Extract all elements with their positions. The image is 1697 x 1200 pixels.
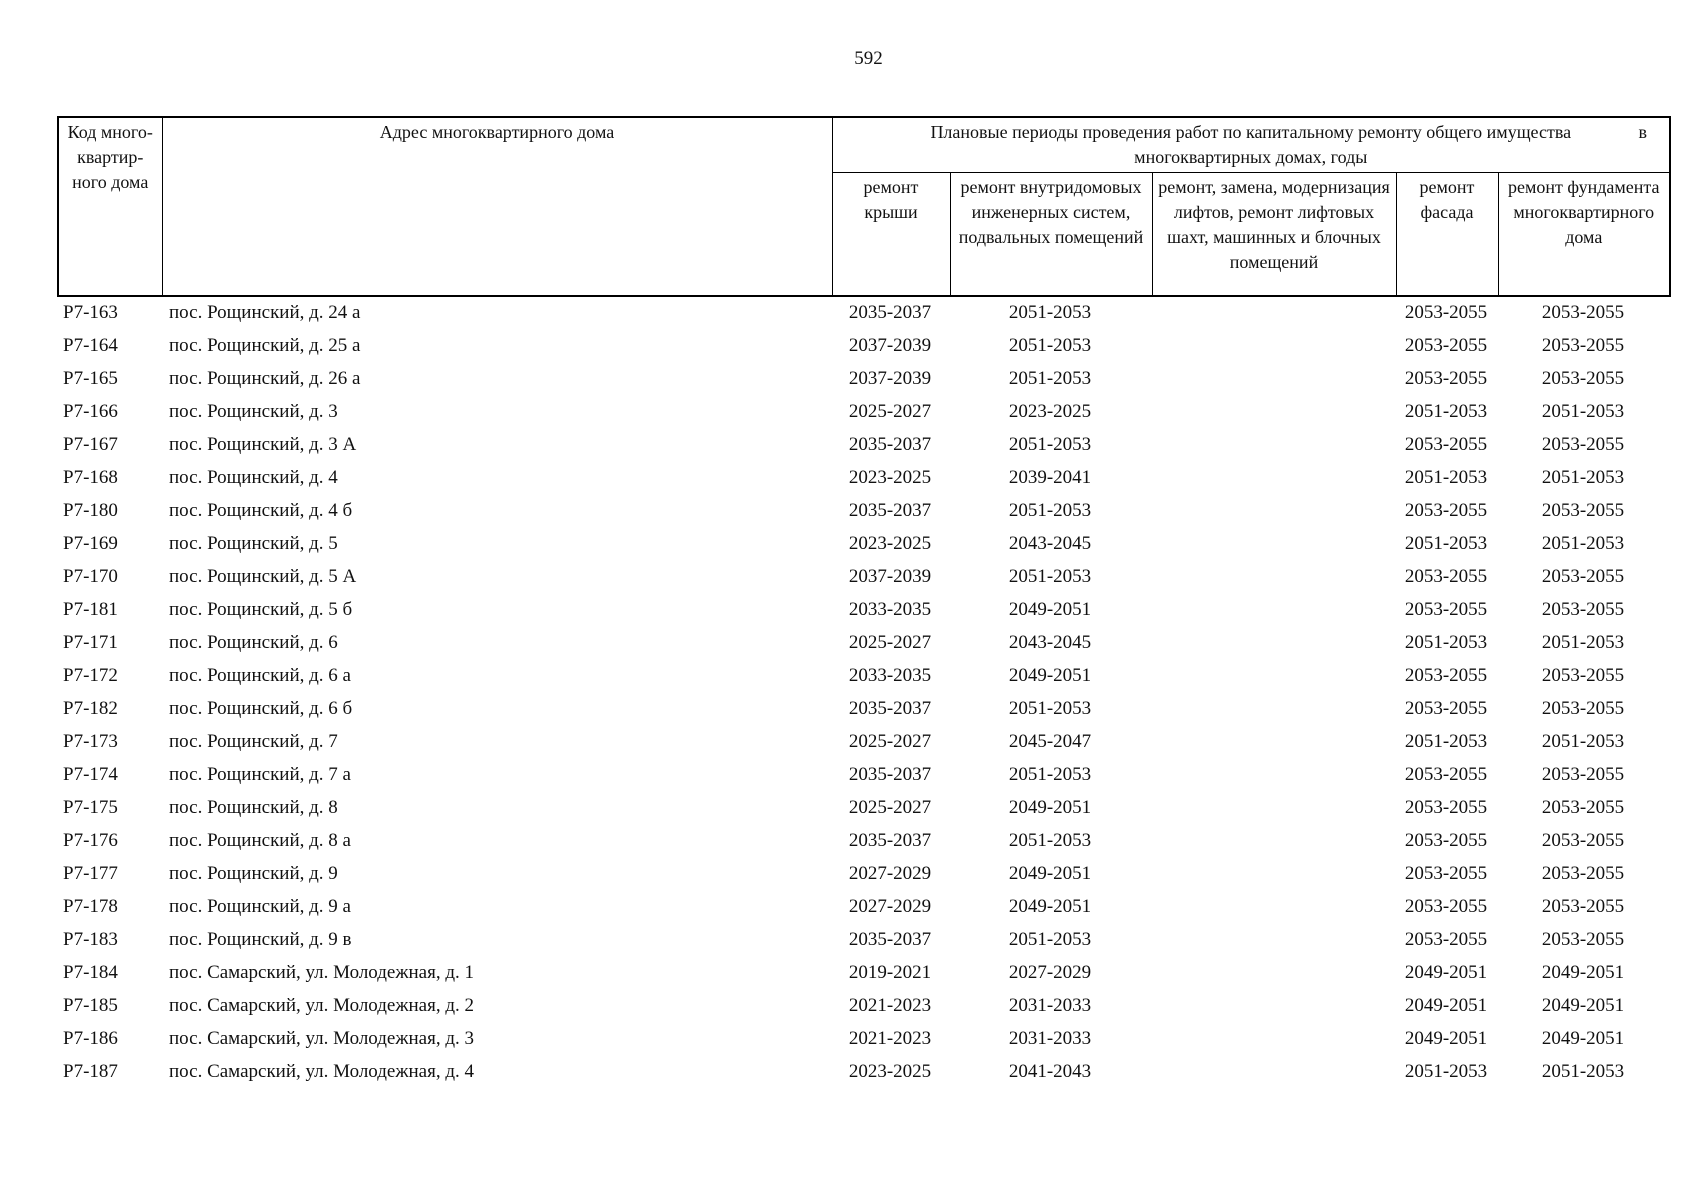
cell-foundation: 2053-2055 <box>1541 928 1625 950</box>
cell-lifts <box>1151 824 1395 857</box>
cell-code: Р7-176 <box>63 829 118 851</box>
cell-address: пос. Рощинский, д. 6 а <box>169 664 351 686</box>
cell-lifts <box>1151 857 1395 890</box>
cell-address: пос. Рощинский, д. 26 а <box>169 367 361 389</box>
cell-roof: 2037-2039 <box>848 334 932 356</box>
cell-facade: 2053-2055 <box>1404 862 1488 884</box>
cell-code: Р7-167 <box>63 433 118 455</box>
cell-code: Р7-171 <box>63 631 118 653</box>
cell-address: пос. Рощинский, д. 4 <box>169 466 338 488</box>
cell-address: пос. Рощинский, д. 7 а <box>169 763 351 785</box>
cell-roof: 2027-2029 <box>848 895 932 917</box>
cell-foundation: 2053-2055 <box>1541 367 1625 389</box>
cell-facade: 2051-2053 <box>1404 730 1488 752</box>
cell-code: Р7-185 <box>63 994 118 1016</box>
cell-roof: 2025-2027 <box>848 796 932 818</box>
table-row <box>57 725 1669 758</box>
table-row <box>57 659 1669 692</box>
cell-systems: 2051-2053 <box>1008 928 1092 950</box>
table-row <box>57 956 1669 989</box>
cell-facade: 2053-2055 <box>1404 334 1488 356</box>
table-row <box>57 989 1669 1022</box>
cell-roof: 2027-2029 <box>848 862 932 884</box>
cell-address: пос. Рощинский, д. 5 <box>169 532 338 554</box>
cell-lifts <box>1151 428 1395 461</box>
table-row <box>57 791 1669 824</box>
table-row <box>57 560 1669 593</box>
table-row <box>57 857 1669 890</box>
cell-roof: 2021-2023 <box>848 1027 932 1049</box>
cell-facade: 2049-2051 <box>1404 1027 1488 1049</box>
cell-foundation: 2053-2055 <box>1541 499 1625 521</box>
cell-roof: 2019-2021 <box>848 961 932 983</box>
cell-roof: 2035-2037 <box>848 301 932 323</box>
cell-address: пос. Рощинский, д. 5 А <box>169 565 357 587</box>
cell-address: пос. Рощинский, д. 9 в <box>169 928 352 950</box>
cell-systems: 2051-2053 <box>1008 829 1092 851</box>
cell-address: пос. Рощинский, д. 3 А <box>169 433 357 455</box>
cell-roof: 2033-2035 <box>848 598 932 620</box>
cell-lifts <box>1151 461 1395 494</box>
cell-systems: 2045-2047 <box>1008 730 1092 752</box>
cell-systems: 2049-2051 <box>1008 664 1092 686</box>
cell-address: пос. Рощинский, д. 9 <box>169 862 338 884</box>
cell-systems: 2051-2053 <box>1008 433 1092 455</box>
cell-foundation: 2053-2055 <box>1541 433 1625 455</box>
table-row <box>57 527 1669 560</box>
cell-roof: 2021-2023 <box>848 994 932 1016</box>
cell-address: пос. Рощинский, д. 8 <box>169 796 338 818</box>
cell-code: Р7-180 <box>63 499 118 521</box>
cell-address: пос. Рощинский, д. 6 <box>169 631 338 653</box>
cell-address: пос. Рощинский, д. 6 б <box>169 697 353 719</box>
header-col-systems: ремонт внутридомовых инженерных систем, подвальных помещений <box>950 173 1152 297</box>
cell-facade: 2051-2053 <box>1404 1060 1488 1082</box>
cell-systems: 2051-2053 <box>1008 697 1092 719</box>
cell-facade: 2051-2053 <box>1404 400 1488 422</box>
cell-lifts <box>1151 923 1395 956</box>
cell-systems: 2041-2043 <box>1008 1060 1092 1082</box>
table-row <box>57 329 1669 362</box>
cell-foundation: 2051-2053 <box>1541 631 1625 653</box>
cell-foundation: 2051-2053 <box>1541 400 1625 422</box>
cell-roof: 2035-2037 <box>848 499 932 521</box>
cell-facade: 2053-2055 <box>1404 697 1488 719</box>
cell-foundation: 2051-2053 <box>1541 730 1625 752</box>
cell-address: пос. Рощинский, д. 7 <box>169 730 338 752</box>
header-code: Код много-квартир-ного дома <box>58 117 162 296</box>
cell-code: Р7-173 <box>63 730 118 752</box>
cell-address: пос. Рощинский, д. 3 <box>169 400 338 422</box>
table-row <box>57 461 1669 494</box>
cell-address: пос. Рощинский, д. 4 б <box>169 499 353 521</box>
cell-code: Р7-166 <box>63 400 118 422</box>
cell-code: Р7-181 <box>63 598 118 620</box>
cell-facade: 2051-2053 <box>1404 532 1488 554</box>
cell-foundation: 2053-2055 <box>1541 829 1625 851</box>
cell-lifts <box>1151 692 1395 725</box>
cell-code: Р7-178 <box>63 895 118 917</box>
table-row <box>57 824 1669 857</box>
cell-lifts <box>1151 725 1395 758</box>
table-row <box>57 692 1669 725</box>
cell-facade: 2053-2055 <box>1404 301 1488 323</box>
cell-facade: 2051-2053 <box>1404 466 1488 488</box>
cell-systems: 2051-2053 <box>1008 499 1092 521</box>
cell-address: пос. Самарский, ул. Молодежная, д. 4 <box>169 1060 474 1082</box>
cell-lifts <box>1151 329 1395 362</box>
cell-code: Р7-169 <box>63 532 118 554</box>
cell-systems: 2049-2051 <box>1008 598 1092 620</box>
table-row <box>57 1022 1669 1055</box>
cell-foundation: 2051-2053 <box>1541 466 1625 488</box>
cell-foundation: 2053-2055 <box>1541 895 1625 917</box>
table-header <box>57 116 1671 297</box>
table-row <box>57 758 1669 791</box>
cell-address: пос. Рощинский, д. 9 а <box>169 895 351 917</box>
cell-address: пос. Самарский, ул. Молодежная, д. 3 <box>169 1027 474 1049</box>
cell-code: Р7-174 <box>63 763 118 785</box>
cell-systems: 2049-2051 <box>1008 862 1092 884</box>
cell-address: пос. Рощинский, д. 8 а <box>169 829 351 851</box>
cell-roof: 2023-2025 <box>848 1060 932 1082</box>
header-periods-title <box>832 117 1670 173</box>
cell-roof: 2037-2039 <box>848 367 932 389</box>
cell-address: пос. Самарский, ул. Молодежная, д. 1 <box>169 961 474 983</box>
cell-systems: 2031-2033 <box>1008 994 1092 1016</box>
header-col-facade: ремонт фасада <box>1396 173 1498 297</box>
cell-lifts <box>1151 758 1395 791</box>
cell-facade: 2049-2051 <box>1404 994 1488 1016</box>
cell-lifts <box>1151 1055 1395 1088</box>
cell-code: Р7-165 <box>63 367 118 389</box>
table-body <box>57 296 1669 1088</box>
cell-code: Р7-183 <box>63 928 118 950</box>
cell-code: Р7-164 <box>63 334 118 356</box>
cell-roof: 2035-2037 <box>848 829 932 851</box>
cell-roof: 2035-2037 <box>848 763 932 785</box>
cell-facade: 2053-2055 <box>1404 928 1488 950</box>
cell-lifts <box>1151 527 1395 560</box>
cell-foundation: 2049-2051 <box>1541 1027 1625 1049</box>
table-row <box>57 593 1669 626</box>
cell-systems: 2043-2045 <box>1008 532 1092 554</box>
cell-foundation: 2053-2055 <box>1541 664 1625 686</box>
cell-lifts <box>1151 560 1395 593</box>
cell-facade: 2053-2055 <box>1404 565 1488 587</box>
cell-lifts <box>1151 296 1395 329</box>
cell-foundation: 2053-2055 <box>1541 334 1625 356</box>
cell-lifts <box>1151 395 1395 428</box>
cell-code: Р7-186 <box>63 1027 118 1049</box>
cell-foundation: 2051-2053 <box>1541 1060 1625 1082</box>
cell-systems: 2049-2051 <box>1008 895 1092 917</box>
cell-code: Р7-177 <box>63 862 118 884</box>
header-address: Адрес многоквартирного дома <box>162 117 832 296</box>
cell-foundation: 2051-2053 <box>1541 532 1625 554</box>
cell-lifts <box>1151 626 1395 659</box>
cell-code: Р7-170 <box>63 565 118 587</box>
table-row <box>57 428 1669 461</box>
cell-systems: 2051-2053 <box>1008 367 1092 389</box>
cell-code: Р7-168 <box>63 466 118 488</box>
header-col-lifts: ремонт, замена, модернизация лифтов, ремонт лифтовых шахт, машинных и блочных помещений <box>1152 173 1396 297</box>
cell-facade: 2053-2055 <box>1404 664 1488 686</box>
page-number: 592 <box>854 48 883 69</box>
header-periods-tail: в <box>1638 122 1648 142</box>
cell-facade: 2053-2055 <box>1404 763 1488 785</box>
cell-roof: 2037-2039 <box>848 565 932 587</box>
cell-roof: 2025-2027 <box>848 400 932 422</box>
cell-code: Р7-175 <box>63 796 118 818</box>
header-periods-line2: многоквартирных домах, годы <box>1134 147 1368 167</box>
table-row <box>57 923 1669 956</box>
table-row <box>57 890 1669 923</box>
cell-foundation: 2053-2055 <box>1541 763 1625 785</box>
cell-roof: 2035-2037 <box>848 697 932 719</box>
cell-roof: 2023-2025 <box>848 466 932 488</box>
cell-lifts <box>1151 1022 1395 1055</box>
cell-facade: 2053-2055 <box>1404 367 1488 389</box>
table-row <box>57 1055 1669 1088</box>
cell-roof: 2035-2037 <box>848 433 932 455</box>
cell-facade: 2053-2055 <box>1404 598 1488 620</box>
cell-systems: 2051-2053 <box>1008 301 1092 323</box>
cell-code: Р7-184 <box>63 961 118 983</box>
cell-systems: 2043-2045 <box>1008 631 1092 653</box>
table-row <box>57 626 1669 659</box>
cell-roof: 2035-2037 <box>848 928 932 950</box>
cell-roof: 2025-2027 <box>848 730 932 752</box>
cell-address: пос. Рощинский, д. 5 б <box>169 598 353 620</box>
cell-lifts <box>1151 989 1395 1022</box>
cell-systems: 2049-2051 <box>1008 796 1092 818</box>
cell-lifts <box>1151 791 1395 824</box>
cell-roof: 2025-2027 <box>848 631 932 653</box>
cell-code: Р7-172 <box>63 664 118 686</box>
cell-foundation: 2053-2055 <box>1541 565 1625 587</box>
cell-address: пос. Самарский, ул. Молодежная, д. 2 <box>169 994 474 1016</box>
cell-lifts <box>1151 659 1395 692</box>
cell-foundation: 2053-2055 <box>1541 862 1625 884</box>
cell-code: Р7-187 <box>63 1060 118 1082</box>
cell-systems: 2027-2029 <box>1008 961 1092 983</box>
cell-foundation: 2049-2051 <box>1541 994 1625 1016</box>
cell-foundation: 2053-2055 <box>1541 301 1625 323</box>
cell-roof: 2023-2025 <box>848 532 932 554</box>
cell-systems: 2051-2053 <box>1008 763 1092 785</box>
cell-address: пос. Рощинский, д. 25 а <box>169 334 361 356</box>
cell-foundation: 2049-2051 <box>1541 961 1625 983</box>
cell-lifts <box>1151 593 1395 626</box>
header-col-roof: ремонт крыши <box>832 173 950 297</box>
cell-lifts <box>1151 362 1395 395</box>
cell-facade: 2053-2055 <box>1404 796 1488 818</box>
header-col-foundation: ремонт фундамента многоквартирного дома <box>1498 173 1670 297</box>
cell-address: пос. Рощинский, д. 24 а <box>169 301 361 323</box>
cell-foundation: 2053-2055 <box>1541 697 1625 719</box>
cell-facade: 2053-2055 <box>1404 829 1488 851</box>
cell-foundation: 2053-2055 <box>1541 598 1625 620</box>
cell-systems: 2051-2053 <box>1008 334 1092 356</box>
table-row <box>57 494 1669 527</box>
cell-systems: 2023-2025 <box>1008 400 1092 422</box>
cell-systems: 2051-2053 <box>1008 565 1092 587</box>
table-row <box>57 296 1669 329</box>
table-row <box>57 362 1669 395</box>
cell-code: Р7-163 <box>63 301 118 323</box>
cell-lifts <box>1151 956 1395 989</box>
cell-code: Р7-182 <box>63 697 118 719</box>
cell-facade: 2053-2055 <box>1404 499 1488 521</box>
table-row <box>57 395 1669 428</box>
cell-systems: 2031-2033 <box>1008 1027 1092 1049</box>
cell-facade: 2053-2055 <box>1404 895 1488 917</box>
cell-foundation: 2053-2055 <box>1541 796 1625 818</box>
cell-roof: 2033-2035 <box>848 664 932 686</box>
cell-lifts <box>1151 890 1395 923</box>
cell-facade: 2049-2051 <box>1404 961 1488 983</box>
cell-facade: 2053-2055 <box>1404 433 1488 455</box>
header-periods-line1: Плановые периоды проведения работ по капитальному ремонту общего имущества <box>930 122 1572 142</box>
cell-facade: 2051-2053 <box>1404 631 1488 653</box>
cell-lifts <box>1151 494 1395 527</box>
cell-systems: 2039-2041 <box>1008 466 1092 488</box>
